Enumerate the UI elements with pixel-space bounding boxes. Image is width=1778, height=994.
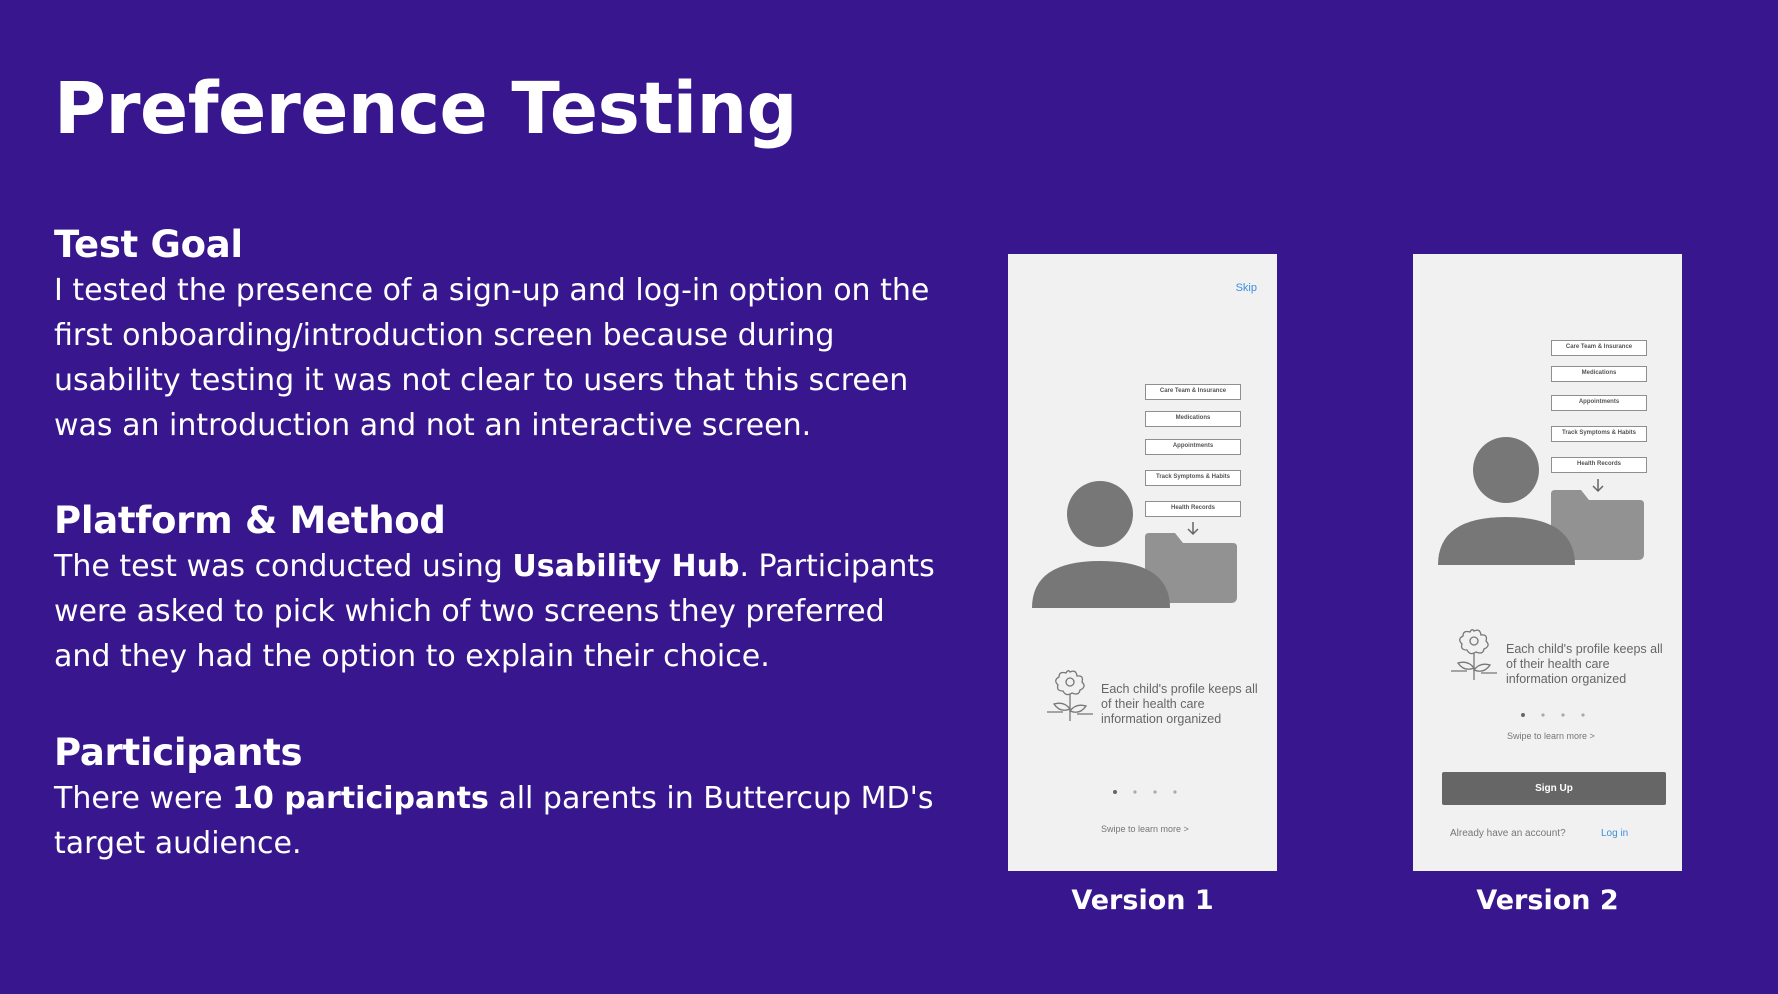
platform-text-1: The test was conducted using	[54, 549, 513, 585]
menu-box-appointments: Appointments	[1551, 395, 1647, 411]
version-2-label: Version 2	[1476, 885, 1619, 916]
profile-caption: Each child's profile keeps all of their health care information organized	[1506, 642, 1663, 686]
swipe-hint[interactable]: Swipe to learn more >	[1507, 731, 1595, 741]
flower-icon	[1045, 669, 1095, 723]
menu-box-health-records: Health Records	[1145, 501, 1241, 517]
person-icon	[1438, 437, 1575, 565]
participants-count: 10 participants	[232, 781, 489, 817]
test-goal-body: I tested the presence of a sign-up and log-in option on the first onboarding/introduction screen because during usability testing it was not clear to users that this screen was an introduction and not an interactive screen.	[54, 273, 930, 444]
slide-title: Preference Testing	[54, 67, 797, 150]
version-1-screen	[1008, 254, 1277, 871]
pagination-dots	[1519, 711, 1599, 719]
platform-text-2: . Participants were asked to pick which of two screens they preferred and they had the option to explain their choice.	[54, 549, 935, 675]
participants-section	[54, 730, 944, 866]
version-2-screen	[1413, 254, 1682, 871]
flower-icon	[1449, 628, 1499, 682]
version-1-label: Version 1	[1071, 885, 1214, 916]
menu-box-care-team: Care Team & Insurance	[1551, 340, 1647, 356]
log-in-link[interactable]: Log in	[1601, 828, 1629, 839]
test-goal-heading: Test Goal	[54, 223, 243, 266]
platform-method-heading: Platform & Method	[54, 499, 446, 542]
platform-tool-name: Usability Hub	[512, 549, 740, 585]
platform-method-body	[54, 544, 944, 679]
menu-box-appointments: Appointments	[1145, 439, 1241, 455]
swipe-hint[interactable]: Swipe to learn more >	[1101, 824, 1189, 834]
sign-up-button[interactable]: Sign Up	[1442, 772, 1666, 805]
participants-text-1: There were	[54, 781, 233, 817]
person-icon	[1032, 481, 1170, 608]
menu-box-medications: Medications	[1145, 411, 1241, 427]
profile-caption: Each child's profile keeps all of their health care information organized	[1101, 682, 1258, 726]
menu-box-medications: Medications	[1551, 366, 1647, 382]
participants-heading: Participants	[54, 731, 303, 774]
menu-box-health-records: Health Records	[1551, 457, 1647, 473]
menu-box-care-team: Care Team & Insurance	[1145, 384, 1241, 400]
menu-box-track-symptoms: Track Symptoms & Habits	[1551, 426, 1647, 442]
pagination-dots	[1111, 788, 1191, 796]
menu-box-track-symptoms: Track Symptoms & Habits	[1145, 470, 1241, 486]
platform-method-section	[54, 498, 944, 679]
skip-link[interactable]: Skip	[1235, 282, 1257, 294]
already-have-account-text: Already have an account?	[1450, 828, 1566, 839]
test-goal-section	[54, 222, 944, 448]
participants-text-2: all parents in Buttercup MD's target audience.	[54, 781, 934, 862]
participants-body	[54, 776, 944, 866]
